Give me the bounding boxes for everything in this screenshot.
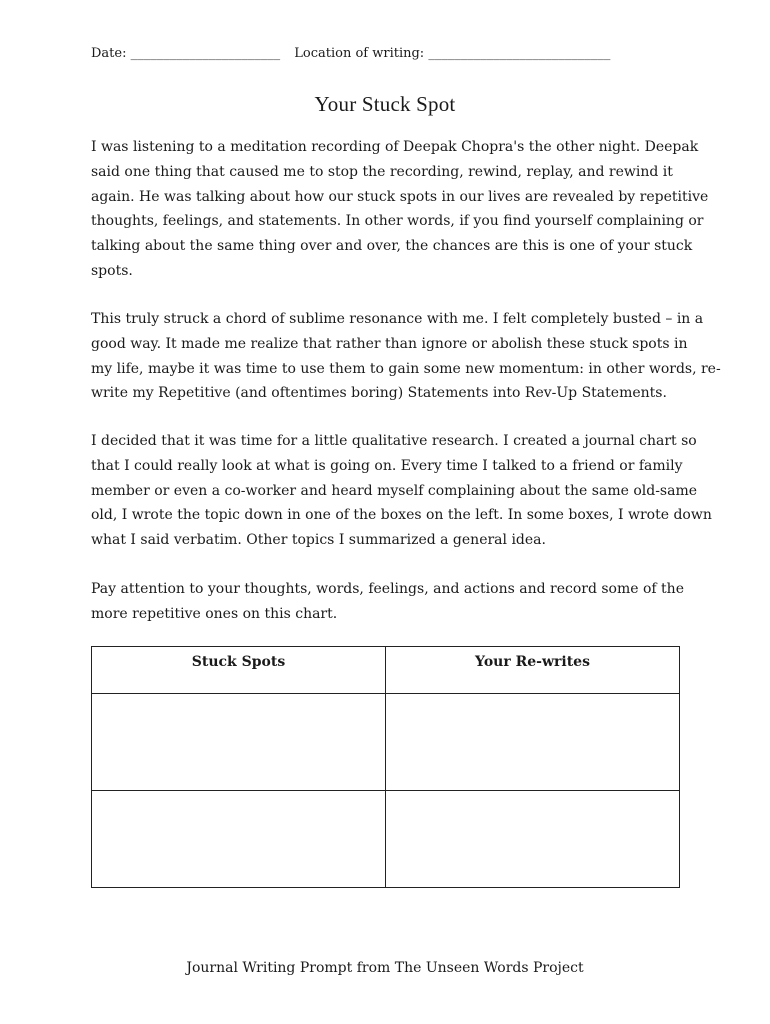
paragraph-line: talking about the same thing over and over, the chances are this is one of your stuck <box>91 238 693 255</box>
page-footer: Journal Writing Prompt from The Unseen Words Project <box>186 960 584 976</box>
paragraph-line: my life, maybe it was time to use them to gain some new momentum: in other words, re- <box>91 360 721 377</box>
rewrite-cell[interactable] <box>386 791 680 888</box>
paragraph-2 <box>91 307 721 406</box>
paragraph-line: good way. It made me realize that rather than ignore or abolish these stuck spots in <box>91 335 688 352</box>
table-row <box>92 694 680 791</box>
table-row <box>92 791 680 888</box>
paragraph-3 <box>91 429 712 553</box>
date-field: Date: _______________________ <box>91 46 281 61</box>
paragraph-1 <box>91 135 709 284</box>
stuck-spot-cell[interactable] <box>92 791 386 888</box>
paragraph-line: that I could really look at what is going on. Every time I talked to a friend or family <box>91 457 683 474</box>
column-header-rewrites: Your Re-writes <box>386 647 680 694</box>
paragraph-4 <box>91 577 683 627</box>
paragraph-line: more repetitive ones on this chart. <box>91 605 338 622</box>
stuck-spot-cell[interactable] <box>92 694 386 791</box>
paragraph-line: said one thing that caused me to stop the recording, rewind, replay, and rewind it <box>91 163 673 180</box>
paragraph-line: spots. <box>91 262 133 279</box>
journal-chart <box>91 646 680 888</box>
paragraph-line: I decided that it was time for a little qualitative research. I created a journal chart so <box>91 433 697 449</box>
location-field: Location of writing: ____________________________ <box>294 46 611 61</box>
paragraph-line: again. He was talking about how our stuck spots in our lives are revealed by repetitive <box>91 188 709 205</box>
paragraph-line: I was listening to a meditation recording of Deepak Chopra's the other night. Deepak <box>91 139 699 155</box>
column-header-stuck-spots: Stuck Spots <box>92 647 386 694</box>
paragraph-line: write my Repetitive (and oftentimes boring) Statements into Rev-Up Statements. <box>91 385 667 402</box>
rewrite-cell[interactable] <box>386 694 680 791</box>
paragraph-line: Pay attention to your thoughts, words, feelings, and actions and record some of the <box>91 581 684 597</box>
paragraph-line: thoughts, feelings, and statements. In other words, if you find yourself complaining or <box>91 213 704 230</box>
table-header-row <box>92 647 680 694</box>
page-title: Your Stuck Spot <box>314 92 456 116</box>
paragraph-line: This truly struck a chord of sublime resonance with me. I felt completely busted – in a <box>91 311 704 327</box>
header-fields <box>91 46 691 61</box>
paragraph-line: member or even a co-worker and heard myself complaining about the same old-same <box>91 482 698 499</box>
paragraph-line: what I said verbatim. Other topics I summarized a general idea. <box>91 532 546 549</box>
paragraph-line: old, I wrote the topic down in one of the boxes on the left. In some boxes, I wrote down <box>91 507 712 524</box>
